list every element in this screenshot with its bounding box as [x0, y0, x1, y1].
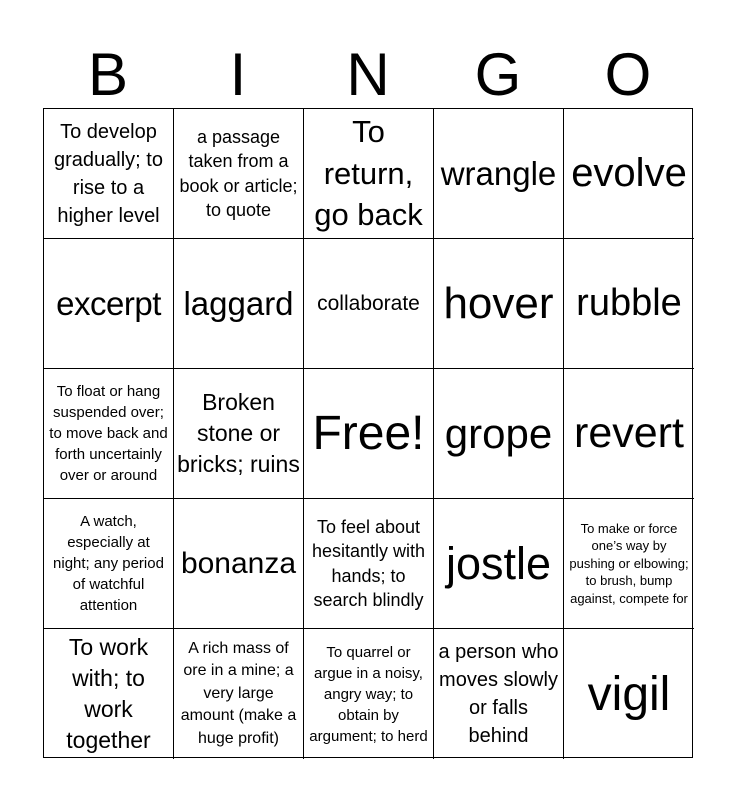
bingo-cell[interactable]: [434, 239, 564, 369]
cell-text: A rich mass of ore in a mine; a very large amount (make a huge profit): [180, 640, 297, 747]
bingo-cell[interactable]: [564, 499, 694, 629]
cell-text: a passage taken from a book or article; to quote: [179, 126, 298, 220]
cell-text: A watch, especially at night; any period of watchful attention: [53, 513, 164, 614]
bingo-cell[interactable]: [564, 109, 694, 239]
cell-text: Free!: [312, 407, 425, 460]
bingo-cell[interactable]: [434, 369, 564, 499]
cell-text: To float or hang suspended over; to move back and forth uncertainly over or around: [49, 383, 168, 484]
cell-text: laggard: [183, 284, 294, 322]
cell-text: a person who moves slowly or falls behind: [438, 641, 559, 747]
bingo-cell[interactable]: [174, 629, 304, 759]
bingo-cell[interactable]: [174, 369, 304, 499]
bingo-cell[interactable]: [434, 499, 564, 629]
bingo-cell-free[interactable]: [304, 369, 434, 499]
bingo-cell[interactable]: [44, 499, 174, 629]
cell-text: bonanza: [180, 546, 297, 580]
cell-text: To make or force one’s way by pushing or elbowing; to brush, bump against, compete for: [569, 520, 689, 606]
cell-text: To feel about hesitantly with hands; to search blindly: [311, 516, 426, 610]
cell-text: vigil: [587, 667, 671, 721]
cell-text: rubble: [576, 282, 682, 324]
header-letter-g: G: [474, 41, 522, 108]
bingo-cell[interactable]: [44, 109, 174, 239]
header-letter-o: O: [604, 41, 652, 108]
bingo-cell[interactable]: [564, 369, 694, 499]
header-letter-n: N: [346, 41, 390, 108]
bingo-cell[interactable]: [304, 239, 434, 369]
cell-text: Broken stone or bricks; ruins: [177, 388, 300, 478]
bingo-cell[interactable]: [174, 499, 304, 629]
cell-text: evolve: [571, 151, 687, 195]
bingo-cell[interactable]: [44, 369, 174, 499]
bingo-cell[interactable]: [434, 109, 564, 239]
bingo-cell[interactable]: [304, 109, 434, 239]
cell-text: To work with; to work together: [66, 633, 151, 754]
cell-text: To develop gradually; to rise to a higher level: [54, 120, 163, 227]
bingo-cell[interactable]: [44, 239, 174, 369]
bingo-cell[interactable]: [174, 239, 304, 369]
cell-text: excerpt: [56, 284, 161, 322]
cell-text: To quarrel or argue in a noisy, angry way; to obtain by argument; to herd: [309, 643, 428, 745]
bingo-header: [43, 42, 693, 108]
bingo-cell[interactable]: [174, 109, 304, 239]
bingo-cell[interactable]: [44, 629, 174, 759]
header-letter-b: B: [87, 41, 129, 108]
cell-text: To return, go back: [314, 113, 423, 233]
bingo-cell[interactable]: [304, 629, 434, 759]
bingo-cell[interactable]: [304, 499, 434, 629]
bingo-cell[interactable]: [564, 239, 694, 369]
cell-text: hover: [443, 278, 554, 328]
cell-text: jostle: [445, 537, 552, 589]
cell-text: revert: [574, 409, 684, 457]
bingo-cell[interactable]: [564, 629, 694, 759]
bingo-card-grid: [43, 108, 693, 758]
cell-text: grope: [444, 409, 553, 457]
header-letter-i: I: [229, 41, 247, 108]
cell-text: wrangle: [440, 154, 557, 192]
cell-text: collaborate: [317, 291, 420, 315]
bingo-cell[interactable]: [434, 629, 564, 759]
